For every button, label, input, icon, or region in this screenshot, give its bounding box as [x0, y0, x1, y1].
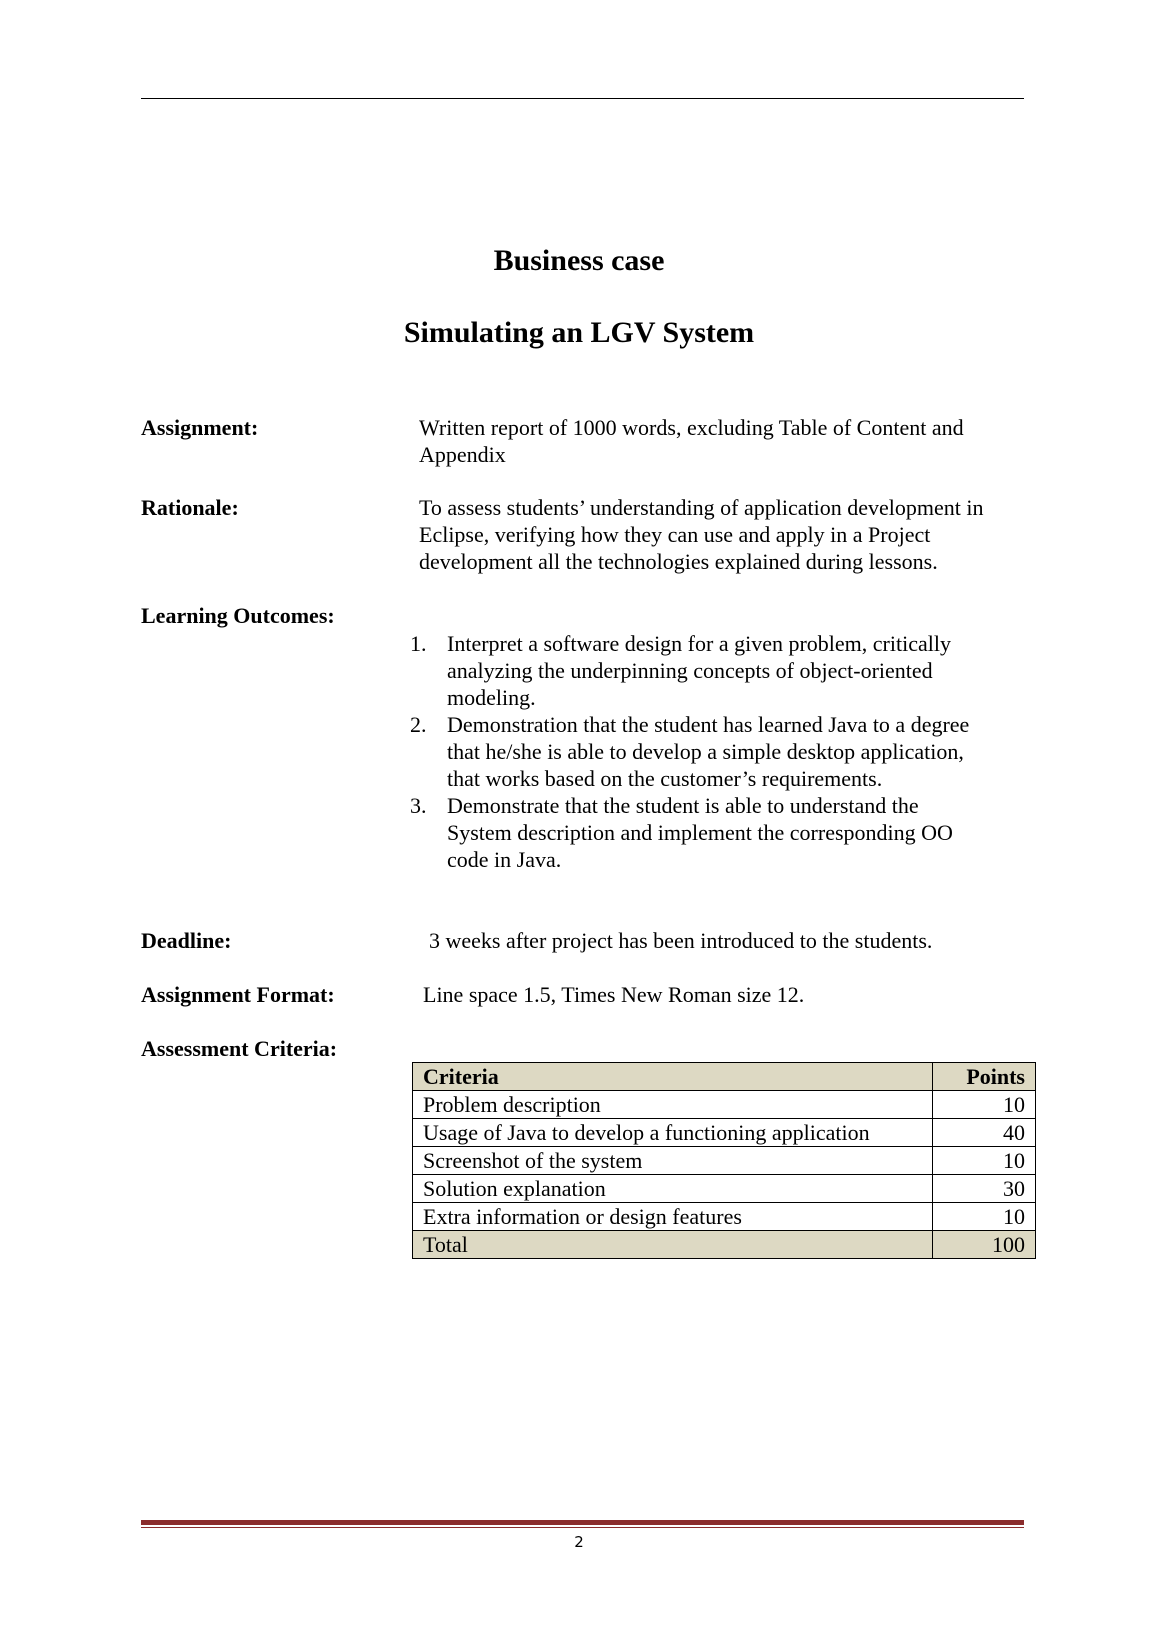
- page-title: Business case: [493, 244, 665, 277]
- list-item-line: System description and implement the corresponding OO: [447, 820, 953, 845]
- rationale-line: Eclipse, verifying how they can use and apply in a Project: [419, 522, 931, 547]
- list-item-line: that he/she is able to develop a simple desktop application,: [447, 739, 964, 764]
- deadline-value: 3 weeks after project has been introduced to the students.: [429, 928, 933, 953]
- list-item: [410, 630, 1010, 711]
- footer-rule: [141, 1520, 1024, 1525]
- rationale-label: Rationale:: [141, 495, 239, 520]
- assignment-value: [419, 414, 1034, 468]
- criteria-cell: Extra information or design features: [413, 1203, 933, 1231]
- table-total-row: [413, 1231, 1036, 1259]
- list-item-line: modeling.: [447, 685, 536, 710]
- header-rule: [141, 98, 1024, 99]
- table-row: [413, 1175, 1036, 1203]
- list-item-line: code in Java.: [447, 847, 562, 872]
- assignment-format-label: Assignment Format:: [141, 982, 335, 1007]
- list-item-number: 3.: [410, 793, 427, 818]
- table-row: [413, 1147, 1036, 1175]
- list-item-number: 1.: [410, 631, 427, 656]
- criteria-cell: Solution explanation: [413, 1175, 933, 1203]
- points-cell: 10: [933, 1091, 1036, 1119]
- criteria-cell: Usage of Java to develop a functioning application: [413, 1119, 933, 1147]
- learning-outcomes-list: [410, 630, 1010, 873]
- page-subtitle: Simulating an LGV System: [403, 316, 755, 349]
- assignment-format-value: Line space 1.5, Times New Roman size 12.: [423, 982, 805, 1007]
- points-cell: 10: [933, 1203, 1036, 1231]
- points-column-header: Points: [933, 1063, 1036, 1091]
- deadline-label: Deadline:: [141, 928, 232, 953]
- table-row: [413, 1119, 1036, 1147]
- assignment-line: Appendix: [419, 442, 506, 467]
- table-row: [413, 1091, 1036, 1119]
- rationale-line: development all the technologies explained during lessons.: [419, 549, 938, 574]
- list-item-number: 2.: [410, 712, 427, 737]
- points-cell: 10: [933, 1147, 1036, 1175]
- list-item-line: Demonstration that the student has learned Java to a degree: [447, 712, 970, 737]
- points-cell: 40: [933, 1119, 1036, 1147]
- learning-outcomes-label: Learning Outcomes:: [141, 603, 335, 628]
- assessment-criteria-table: [412, 1062, 1036, 1259]
- total-label-cell: Total: [413, 1231, 933, 1259]
- footer-rule-thin: [141, 1527, 1024, 1528]
- list-item: [410, 792, 1010, 873]
- criteria-cell: Screenshot of the system: [413, 1147, 933, 1175]
- assessment-criteria-label: Assessment Criteria:: [141, 1036, 338, 1061]
- rationale-line: To assess students’ understanding of application development in: [419, 495, 984, 520]
- total-points-cell: 100: [933, 1231, 1036, 1259]
- list-item-line: that works based on the customer’s requirements.: [447, 766, 883, 791]
- assignment-line: Written report of 1000 words, excluding Table of Content and: [419, 415, 964, 440]
- list-item-line: Demonstrate that the student is able to understand the: [447, 793, 919, 818]
- list-item-line: Interpret a software design for a given problem, critically: [447, 631, 951, 656]
- list-item: [410, 711, 1010, 792]
- rationale-value: [419, 494, 1034, 575]
- points-cell: 30: [933, 1175, 1036, 1203]
- criteria-cell: Problem description: [413, 1091, 933, 1119]
- table-header-row: [413, 1063, 1036, 1091]
- page-number: 2: [574, 1533, 584, 1551]
- assignment-label: Assignment:: [141, 415, 259, 440]
- table-row: [413, 1203, 1036, 1231]
- criteria-column-header: Criteria: [413, 1063, 933, 1091]
- list-item-line: analyzing the underpinning concepts of object-oriented: [447, 658, 933, 683]
